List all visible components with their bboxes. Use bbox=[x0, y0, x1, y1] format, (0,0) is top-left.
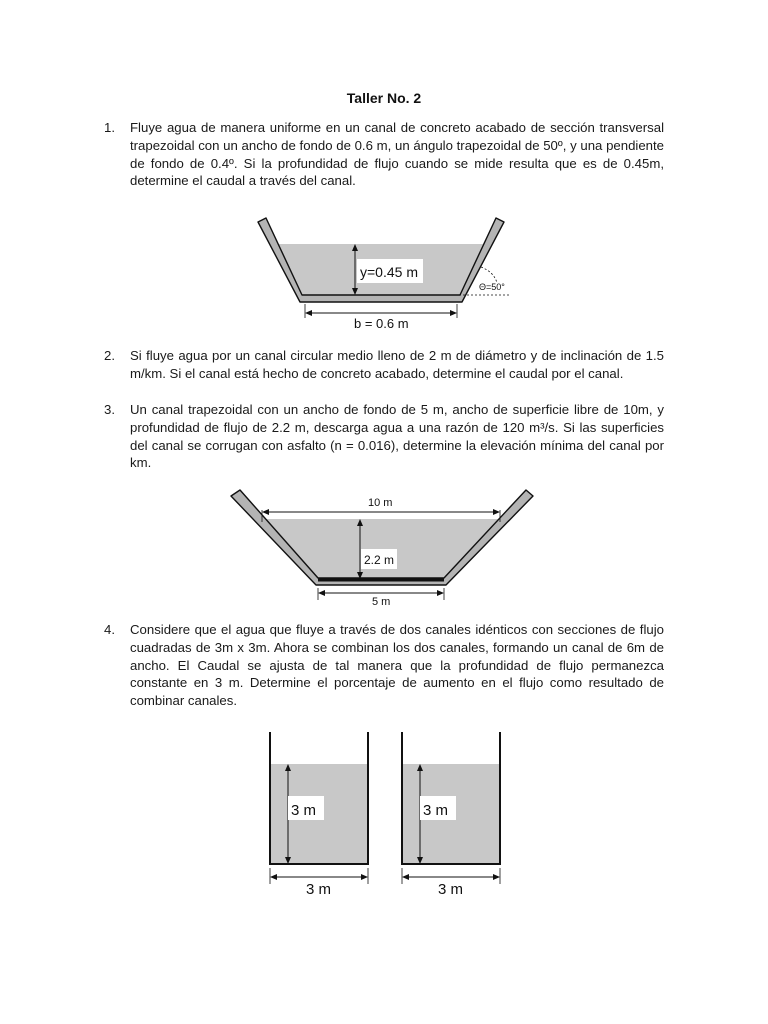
problem-text: Si fluye agua por un canal circular medio lleno de 2 m de diámetro y de inclinación de 1.5 m/km. Si el canal está hecho de concreto acabado, determine el caudal por el canal. bbox=[130, 348, 664, 381]
problem-text: Un canal trapezoidal con un ancho de fondo de 5 m, ancho de superficie libre de 10m, y profundidad de flujo de 2.2 m, descarga agua a una razón de 120 m³/s. Si las superficies del canal se corrugan con asfalto (n = 0.016), determine la elevación mínima del canal por km. bbox=[130, 402, 664, 471]
problem-number: 3. bbox=[104, 402, 115, 417]
right-width-label: 3 m bbox=[438, 881, 464, 898]
depth-label: y=0.45 m bbox=[360, 264, 418, 280]
left-width-label: 3 m bbox=[306, 881, 332, 898]
problem-number: 1. bbox=[104, 120, 115, 135]
top-width-label: 10 m bbox=[368, 497, 393, 509]
problem-text: Considere que el agua que fluye a través de dos canales idénticos con secciones de flujo cuadradas de 3m x 3m. Ahora se combinan los dos canales, formando un canal de 6m de ancho. El Caudal se ajusta de tal manera que la profundidad de flujo permanezca constante en 3 m. Determine el porcentaje de aumento en el flujo como resultado de combinar canales. bbox=[130, 622, 664, 709]
left-depth-label: 3 m bbox=[291, 802, 317, 819]
width-label: b = 0.6 m bbox=[354, 316, 409, 331]
problem-text: Fluye agua de manera uniforme en un canal de concreto acabado de sección transversal trapezoidal con un ancho de fondo de 0.6 m, un ángulo trapezoidal de 50º, y una pendiente de fondo de 0.4º. Si la profundidad de flujo cuando se mide resulta que es de 0.45m, determine el caudal a través del canal. bbox=[130, 120, 664, 189]
problem-number: 2. bbox=[104, 348, 115, 363]
right-depth-label: 3 m bbox=[423, 802, 449, 819]
depth-label: 2.2 m bbox=[364, 553, 395, 567]
page-title: Taller No. 2 bbox=[346, 90, 422, 106]
problem-number: 4. bbox=[104, 622, 115, 637]
angle-label: Θ=50° bbox=[479, 282, 505, 292]
bottom-width-label: 5 m bbox=[372, 596, 391, 608]
